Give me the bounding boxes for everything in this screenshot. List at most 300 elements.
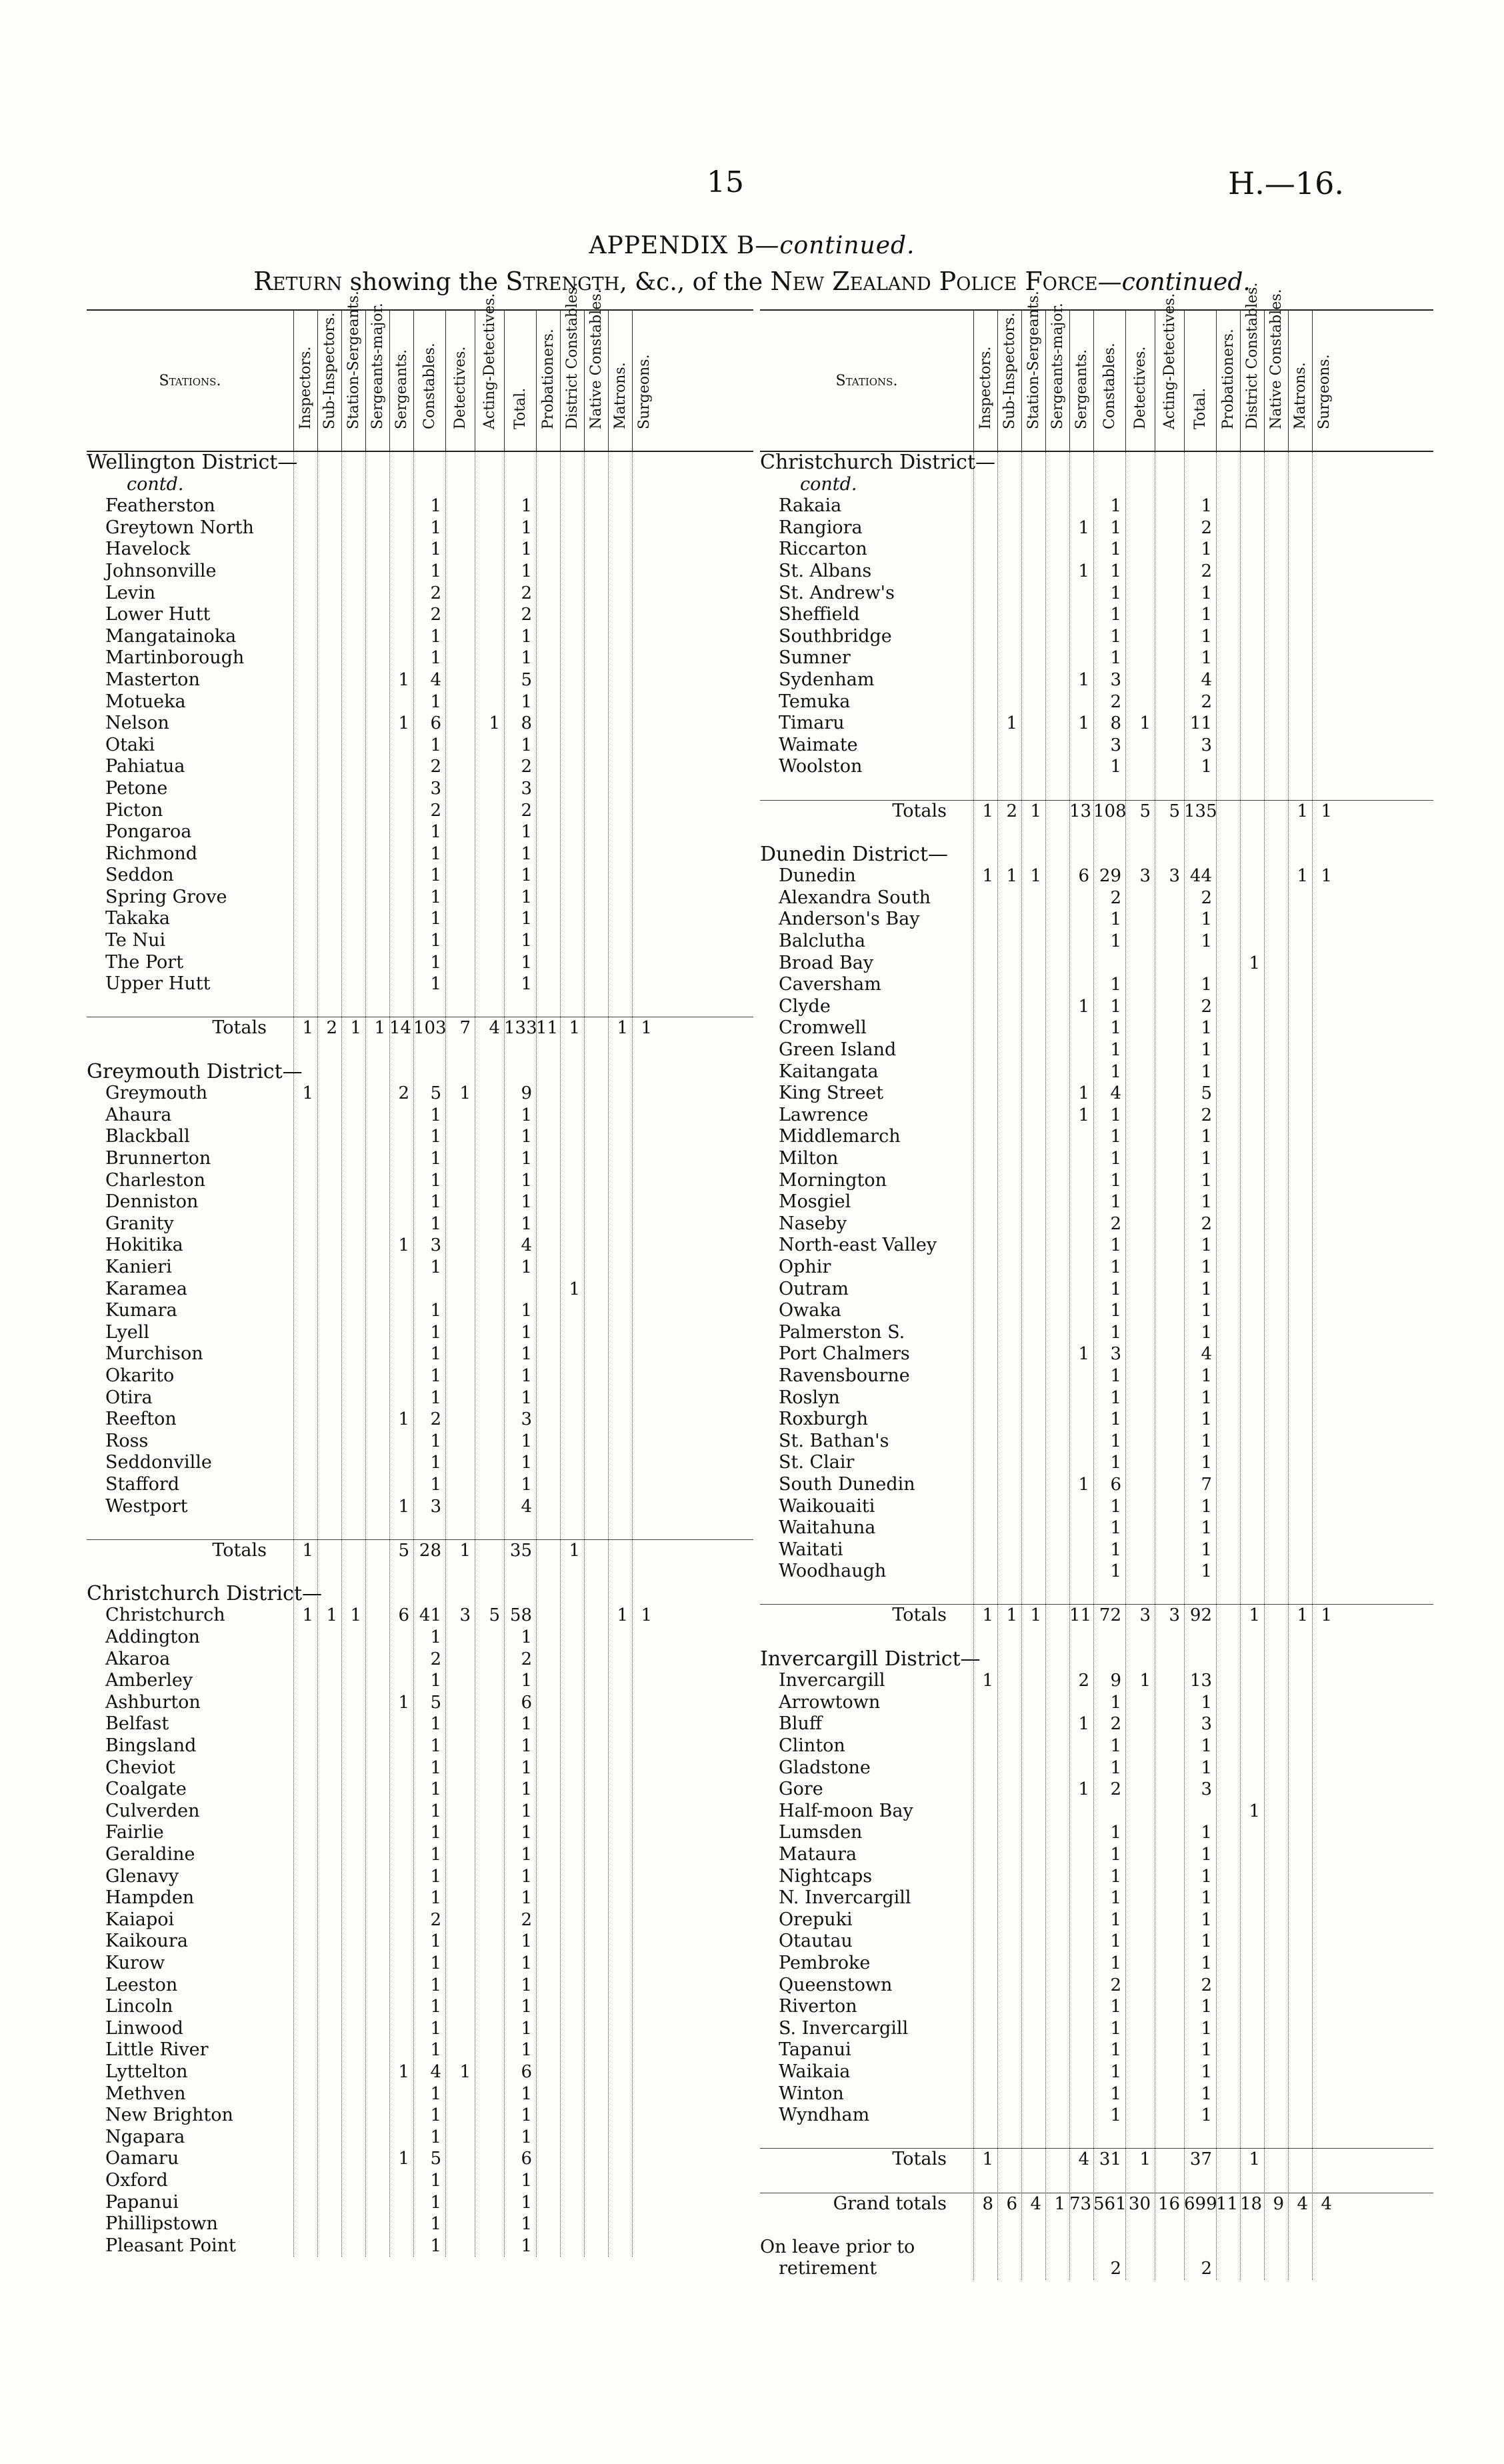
cell-value: 1	[1201, 1279, 1212, 1299]
totals-row	[760, 800, 1433, 823]
table-row	[87, 1300, 753, 1322]
table-row	[760, 756, 1433, 778]
cell-value: 4	[1030, 2193, 1041, 2214]
table-row	[87, 865, 753, 887]
table-row	[760, 691, 1433, 713]
station-name: Akaroa	[105, 1648, 171, 1669]
table-row	[87, 1105, 753, 1127]
cell-value: 18	[1240, 2193, 1263, 2214]
table-row	[87, 647, 753, 669]
table-row	[760, 1757, 1433, 1779]
table-row	[87, 669, 753, 691]
table-row	[87, 1692, 753, 1714]
column-header	[997, 311, 1021, 451]
column-header	[1155, 293, 1184, 451]
cell-value: 1	[521, 1322, 532, 1343]
cell-value: 1	[521, 1845, 532, 1865]
station-name: Wellington District—	[87, 451, 298, 474]
station-name: Murchison	[105, 1343, 203, 1365]
table-row	[760, 1409, 1433, 1431]
station-name: Nelson	[105, 713, 169, 734]
table-row	[87, 1887, 753, 1909]
station-name: Fairlie	[105, 1822, 164, 1843]
column-header	[1021, 291, 1045, 451]
cell-value: 1	[521, 1365, 532, 1386]
station-name: Greymouth	[105, 1083, 208, 1104]
cell-value: 1	[430, 865, 441, 886]
cell-value: 4	[1297, 2193, 1308, 2214]
table-row	[760, 517, 1433, 539]
table-row	[87, 1365, 753, 1387]
cell-value: 6	[521, 2061, 532, 2082]
column-header	[632, 311, 656, 451]
cell-value: 1	[1201, 1888, 1212, 1909]
column-header	[413, 311, 445, 451]
cell-value: 3	[1201, 1779, 1212, 1800]
cell-value: 8	[982, 2193, 993, 2214]
station-name: Levin	[105, 582, 156, 603]
return-mid-1: showing the	[342, 269, 506, 296]
cell-value: 1	[521, 1627, 532, 1648]
cell-value: 1	[459, 2061, 471, 2082]
table-row	[760, 1257, 1433, 1279]
cell-value: 1	[1321, 866, 1332, 887]
cell-value: 2	[1110, 1779, 1121, 1800]
table-row	[760, 931, 1433, 953]
station-name: Cheviot	[105, 1757, 176, 1778]
cell-value: 1	[1110, 1192, 1121, 1213]
table-row	[760, 1996, 1433, 2018]
table-row	[87, 1452, 753, 1474]
cell-value: 1	[430, 1997, 441, 2017]
table-row	[87, 2148, 753, 2170]
cell-value: 1	[521, 909, 532, 929]
station-name: Woolston	[779, 756, 863, 777]
table-row	[87, 2018, 753, 2040]
cell-value: 1	[1201, 1518, 1212, 1539]
cell-value: 1	[1201, 2061, 1212, 2082]
table-row	[760, 1844, 1433, 1866]
station-name: Pahiatua	[105, 756, 185, 777]
cell-value: 1	[1201, 496, 1212, 517]
cell-value: 1	[430, 1365, 441, 1386]
cell-value: 72	[1099, 1605, 1121, 1626]
cell-value: 1	[398, 1409, 409, 1430]
cell-value: 1	[430, 1627, 441, 1648]
station-name: Waitati	[779, 1539, 843, 1560]
cell-value: 1	[430, 2127, 441, 2147]
table-row	[760, 1887, 1433, 1909]
station-name: Greytown North	[105, 517, 254, 538]
station-name: Amberley	[105, 1670, 193, 1691]
station-name: Pongaroa	[105, 821, 192, 843]
table-row	[760, 1191, 1433, 1213]
appendix-main: APPENDIX B	[589, 232, 755, 259]
cell-value: 1	[430, 1170, 441, 1191]
cell-value: 1	[1201, 1127, 1212, 1147]
station-name: Mosgiel	[779, 1191, 851, 1213]
column-header	[317, 311, 341, 451]
cell-value: 1	[430, 822, 441, 843]
left-table-body	[87, 452, 753, 2257]
cell-value: 11	[1069, 1605, 1092, 1626]
cell-value: 1	[1110, 561, 1121, 581]
cell-value: 6	[398, 1605, 409, 1626]
cell-value: 1	[430, 1213, 441, 1234]
cell-value: 1	[1201, 1409, 1212, 1430]
cell-value: 1	[569, 1018, 580, 1039]
cell-value: 1	[1110, 975, 1121, 995]
cell-value: 1	[1110, 1322, 1121, 1343]
station-name: Hokitika	[105, 1235, 183, 1256]
table-row	[87, 1409, 753, 1431]
cell-value: 1	[1139, 2149, 1151, 2170]
cell-value: 1	[521, 865, 532, 886]
table-row	[760, 1126, 1433, 1148]
table-row	[87, 583, 753, 605]
table-row	[760, 865, 1433, 887]
table-row	[760, 1213, 1433, 1235]
cell-value: 1	[1201, 1387, 1212, 1408]
station-name: Petone	[105, 777, 168, 799]
table-row	[760, 669, 1433, 691]
cell-value: 1	[1110, 517, 1121, 538]
station-name: Brunnerton	[105, 1148, 211, 1169]
cell-value: 1	[430, 735, 441, 755]
cell-value: 3	[430, 1496, 441, 1517]
station-name: Christchurch District—	[760, 451, 995, 474]
column-header	[1093, 311, 1125, 451]
station-name: The Port	[105, 951, 184, 973]
table-row	[87, 1561, 753, 1583]
table-row	[760, 1670, 1433, 1692]
cell-value: 1	[521, 735, 532, 755]
district-heading-row	[87, 1583, 753, 1605]
cell-value: 1	[430, 561, 441, 581]
cell-value: 1	[398, 713, 409, 734]
cell-value: 7	[459, 1018, 471, 1039]
station-name: Stafford	[105, 1473, 180, 1495]
cell-value: 1	[1139, 1671, 1151, 1691]
table-row	[760, 778, 1433, 800]
table-row	[87, 1039, 753, 1061]
cell-value: 1	[521, 496, 532, 517]
cell-value: 1	[1078, 1714, 1089, 1735]
cell-value: 1	[430, 1474, 441, 1495]
station-name: Broad Bay	[779, 952, 874, 973]
table-row	[760, 1300, 1433, 1322]
station-name: Lower Hutt	[105, 604, 211, 625]
cell-value: 1	[1201, 583, 1212, 603]
table-row	[87, 821, 753, 843]
cell-value: 7	[1201, 1474, 1212, 1495]
table-row	[760, 909, 1433, 931]
cell-value: 1	[521, 1736, 532, 1757]
cell-value: 1	[1110, 539, 1121, 560]
cell-value: 1	[1321, 1605, 1332, 1626]
table-row	[87, 2127, 753, 2149]
cell-value: 1	[521, 1192, 532, 1213]
cell-value: 2	[521, 757, 532, 777]
station-name: Rakaia	[779, 495, 842, 517]
cell-value: 1	[1006, 713, 1017, 734]
table-row	[87, 1975, 753, 1997]
cell-value: 1	[1110, 626, 1121, 647]
station-name: Ngapara	[105, 2126, 185, 2147]
table-row	[760, 1627, 1433, 1649]
table-row	[760, 735, 1433, 757]
station-name: Palmerston S.	[779, 1321, 905, 1343]
district-heading-row	[760, 1649, 1433, 1671]
cell-value: 1	[1201, 605, 1212, 625]
station-name: Green Island	[779, 1039, 897, 1061]
station-name: Kanieri	[105, 1256, 172, 1277]
cell-value: 92	[1189, 1605, 1212, 1626]
cell-value: 1	[1110, 1061, 1121, 1082]
station-name: Blackball	[105, 1126, 190, 1147]
totals-row	[760, 2193, 1433, 2215]
column-header	[1288, 311, 1312, 451]
cell-value: 1	[521, 1431, 532, 1451]
appendix-title	[0, 232, 1504, 259]
cell-value: 5	[430, 1692, 441, 1713]
cell-value: 1	[1201, 1018, 1212, 1039]
column-header-label: Constables.	[421, 343, 438, 429]
column-header	[1184, 311, 1216, 451]
cell-value: 1	[1110, 1931, 1121, 1952]
table-row	[87, 800, 753, 822]
cell-value: 1	[430, 1757, 441, 1778]
table-row	[760, 604, 1433, 626]
table-row	[87, 1801, 753, 1823]
cell-value: 1	[1078, 1779, 1089, 1800]
cell-value: 5	[1169, 801, 1180, 821]
cell-value: 1	[430, 2018, 441, 2039]
column-header-label: Sergeants-major.	[369, 303, 386, 429]
cell-value: 1	[1030, 801, 1041, 821]
cell-value: 1	[521, 2105, 532, 2126]
cell-value: 1	[1201, 931, 1212, 952]
cell-value: 3	[1201, 1714, 1212, 1735]
cell-value: 1	[521, 2214, 532, 2235]
table-row	[87, 561, 753, 583]
cell-value: 4	[521, 1496, 532, 1517]
cell-value: 1	[1201, 1496, 1212, 1517]
table-row	[760, 2105, 1433, 2127]
return-mid-2: , &c., of the	[619, 269, 771, 296]
station-name: Ravensbourne	[779, 1365, 910, 1386]
cell-value: 1	[1201, 1931, 1212, 1952]
cell-value: 1	[1201, 648, 1212, 669]
cell-value: 1	[1006, 866, 1017, 887]
table-row	[760, 1474, 1433, 1496]
cell-value: 2	[430, 800, 441, 821]
table-row	[760, 1583, 1433, 1605]
cell-value: 1	[302, 1605, 313, 1626]
cell-value: 3	[1201, 735, 1212, 755]
station-name: Lyell	[105, 1321, 149, 1343]
cell-value: 1	[1110, 1127, 1121, 1147]
cell-value: 1	[1110, 1736, 1121, 1757]
table-row	[87, 2235, 753, 2257]
cell-value: 1	[430, 1127, 441, 1147]
cell-value: 5	[430, 2149, 441, 2169]
table-row	[87, 1431, 753, 1453]
column-header-label: Constables.	[1101, 343, 1118, 429]
cell-value: 6	[430, 713, 441, 734]
station-name: Kaikoura	[105, 1931, 188, 1952]
cell-value: 1	[430, 2105, 441, 2126]
cell-value: 11	[1189, 713, 1212, 734]
station-name: Culverden	[105, 1800, 200, 1821]
table-row	[760, 539, 1433, 561]
station-name: St. Bathan's	[779, 1430, 889, 1451]
table-row	[760, 2171, 1433, 2193]
station-name: Addington	[105, 1627, 200, 1648]
table-row	[87, 1822, 753, 1844]
column-header-label: Native Constables.	[587, 289, 605, 429]
totals-row	[87, 1539, 753, 1562]
column-header-label: Inspectors.	[297, 346, 314, 429]
cell-value: 1	[521, 1105, 532, 1125]
cell-value: 1	[430, 1431, 441, 1451]
table-row	[760, 2237, 1433, 2259]
column-header	[475, 293, 504, 451]
table-row	[760, 2061, 1433, 2083]
table-row	[760, 974, 1433, 996]
cell-value: 1	[430, 1736, 441, 1757]
return-continued: —continued.	[1097, 269, 1251, 296]
cell-value: 1	[430, 1823, 441, 1843]
cell-value: 1	[521, 561, 532, 581]
cell-value: 1	[1201, 2105, 1212, 2126]
cell-value: 11	[1216, 2193, 1239, 2214]
cell-value: 1	[430, 843, 441, 864]
column-header	[293, 311, 317, 451]
column-header-label: Matrons.	[1291, 362, 1309, 429]
cell-value: 6	[521, 2149, 532, 2169]
cell-value: 1	[1110, 605, 1121, 625]
column-header-label: Probationers.	[539, 329, 557, 429]
cell-value: 14	[389, 1018, 412, 1039]
table-row	[87, 2083, 753, 2105]
cell-value: 8	[521, 713, 532, 734]
station-name: Martinborough	[105, 647, 245, 669]
cell-value: 1	[1110, 1453, 1121, 1473]
cell-value: 2	[430, 1909, 441, 1930]
station-name: Okarito	[105, 1365, 175, 1386]
cell-value: 4	[1201, 1344, 1212, 1365]
station-name: Riccarton	[779, 539, 867, 560]
table-row	[760, 2039, 1433, 2061]
station-name: Alexandra South	[779, 887, 931, 908]
station-name: Woodhaugh	[779, 1561, 887, 1582]
station-name: Papanui	[105, 2191, 179, 2213]
cell-value: 1	[521, 1301, 532, 1321]
cell-value: 1	[1110, 1823, 1121, 1843]
cell-value: 1	[982, 801, 993, 821]
station-name: Seddonville	[105, 1452, 212, 1473]
station-name: Masterton	[105, 669, 200, 690]
cell-value: 1	[982, 2149, 993, 2170]
return-word: Return	[253, 267, 343, 296]
cell-value: 1	[430, 691, 441, 712]
cell-value: 1	[521, 1127, 532, 1147]
cell-value: 1	[1110, 1431, 1121, 1451]
cell-value: 1	[398, 2061, 409, 2082]
cell-value: 4	[1321, 2193, 1332, 2214]
table-row	[87, 1757, 753, 1779]
cell-value: 1	[1201, 626, 1212, 647]
station-name: retirement	[779, 2258, 877, 2279]
district-heading-row	[87, 1061, 753, 1083]
cell-value: 1	[1078, 669, 1089, 690]
column-header-label: District Constables.	[1243, 282, 1261, 429]
column-header-label: Sergeants-major.	[1049, 303, 1066, 429]
cell-value: 1	[1201, 1149, 1212, 1169]
station-name: King Street	[779, 1083, 884, 1104]
cell-value: 1	[1110, 1561, 1121, 1582]
station-name: Christchurch District—	[87, 1581, 322, 1605]
table-row	[760, 953, 1433, 975]
table-row	[87, 1649, 753, 1671]
station-name: Waikouaiti	[779, 1495, 875, 1517]
station-name: Invercargill	[779, 1670, 885, 1691]
table-row	[760, 2127, 1433, 2149]
table-row	[87, 1909, 753, 1931]
station-name: Totals	[212, 1017, 267, 1039]
cell-value: 1	[1110, 2105, 1121, 2126]
table-row	[760, 1322, 1433, 1344]
cell-value: 2	[521, 1909, 532, 1930]
cell-value: 1	[398, 2149, 409, 2169]
cell-value: 1	[430, 1931, 441, 1952]
cell-value: 1	[521, 648, 532, 669]
cell-value: 6	[1006, 2193, 1017, 2214]
table-row	[87, 1605, 753, 1627]
column-header-label: Matrons.	[611, 362, 629, 429]
cell-value: 1	[459, 1540, 471, 1561]
cell-value: 1	[430, 887, 441, 907]
cell-value: 1	[1201, 1061, 1212, 1082]
cell-value: 4	[489, 1018, 500, 1039]
station-name: Coalgate	[105, 1779, 187, 1800]
table-row	[760, 1866, 1433, 1888]
station-name: Clyde	[779, 995, 831, 1017]
cell-value: 2	[1110, 691, 1121, 712]
cell-value: 2	[430, 1409, 441, 1430]
cell-value: 3	[1139, 1605, 1151, 1626]
table-row	[87, 2061, 753, 2083]
cell-value: 133	[504, 1018, 537, 1039]
table-row	[87, 1387, 753, 1409]
cell-value: 1	[1297, 866, 1308, 887]
cell-value: 1	[430, 909, 441, 929]
station-name: Invercargill District—	[760, 1647, 981, 1671]
table-row	[87, 604, 753, 626]
cell-value: 1	[430, 1387, 441, 1408]
cell-value: 1	[521, 1801, 532, 1821]
station-name: S. Invercargill	[779, 2017, 909, 2039]
column-header	[389, 311, 413, 451]
table-row	[87, 517, 753, 539]
table-row	[87, 1257, 753, 1279]
cell-value: 1	[1110, 1518, 1121, 1539]
cell-value: 1	[1201, 1170, 1212, 1191]
cell-value: 1	[1006, 1605, 1017, 1626]
column-header-label: Sergeants.	[1073, 349, 1090, 429]
cell-value: 103	[413, 1018, 447, 1039]
